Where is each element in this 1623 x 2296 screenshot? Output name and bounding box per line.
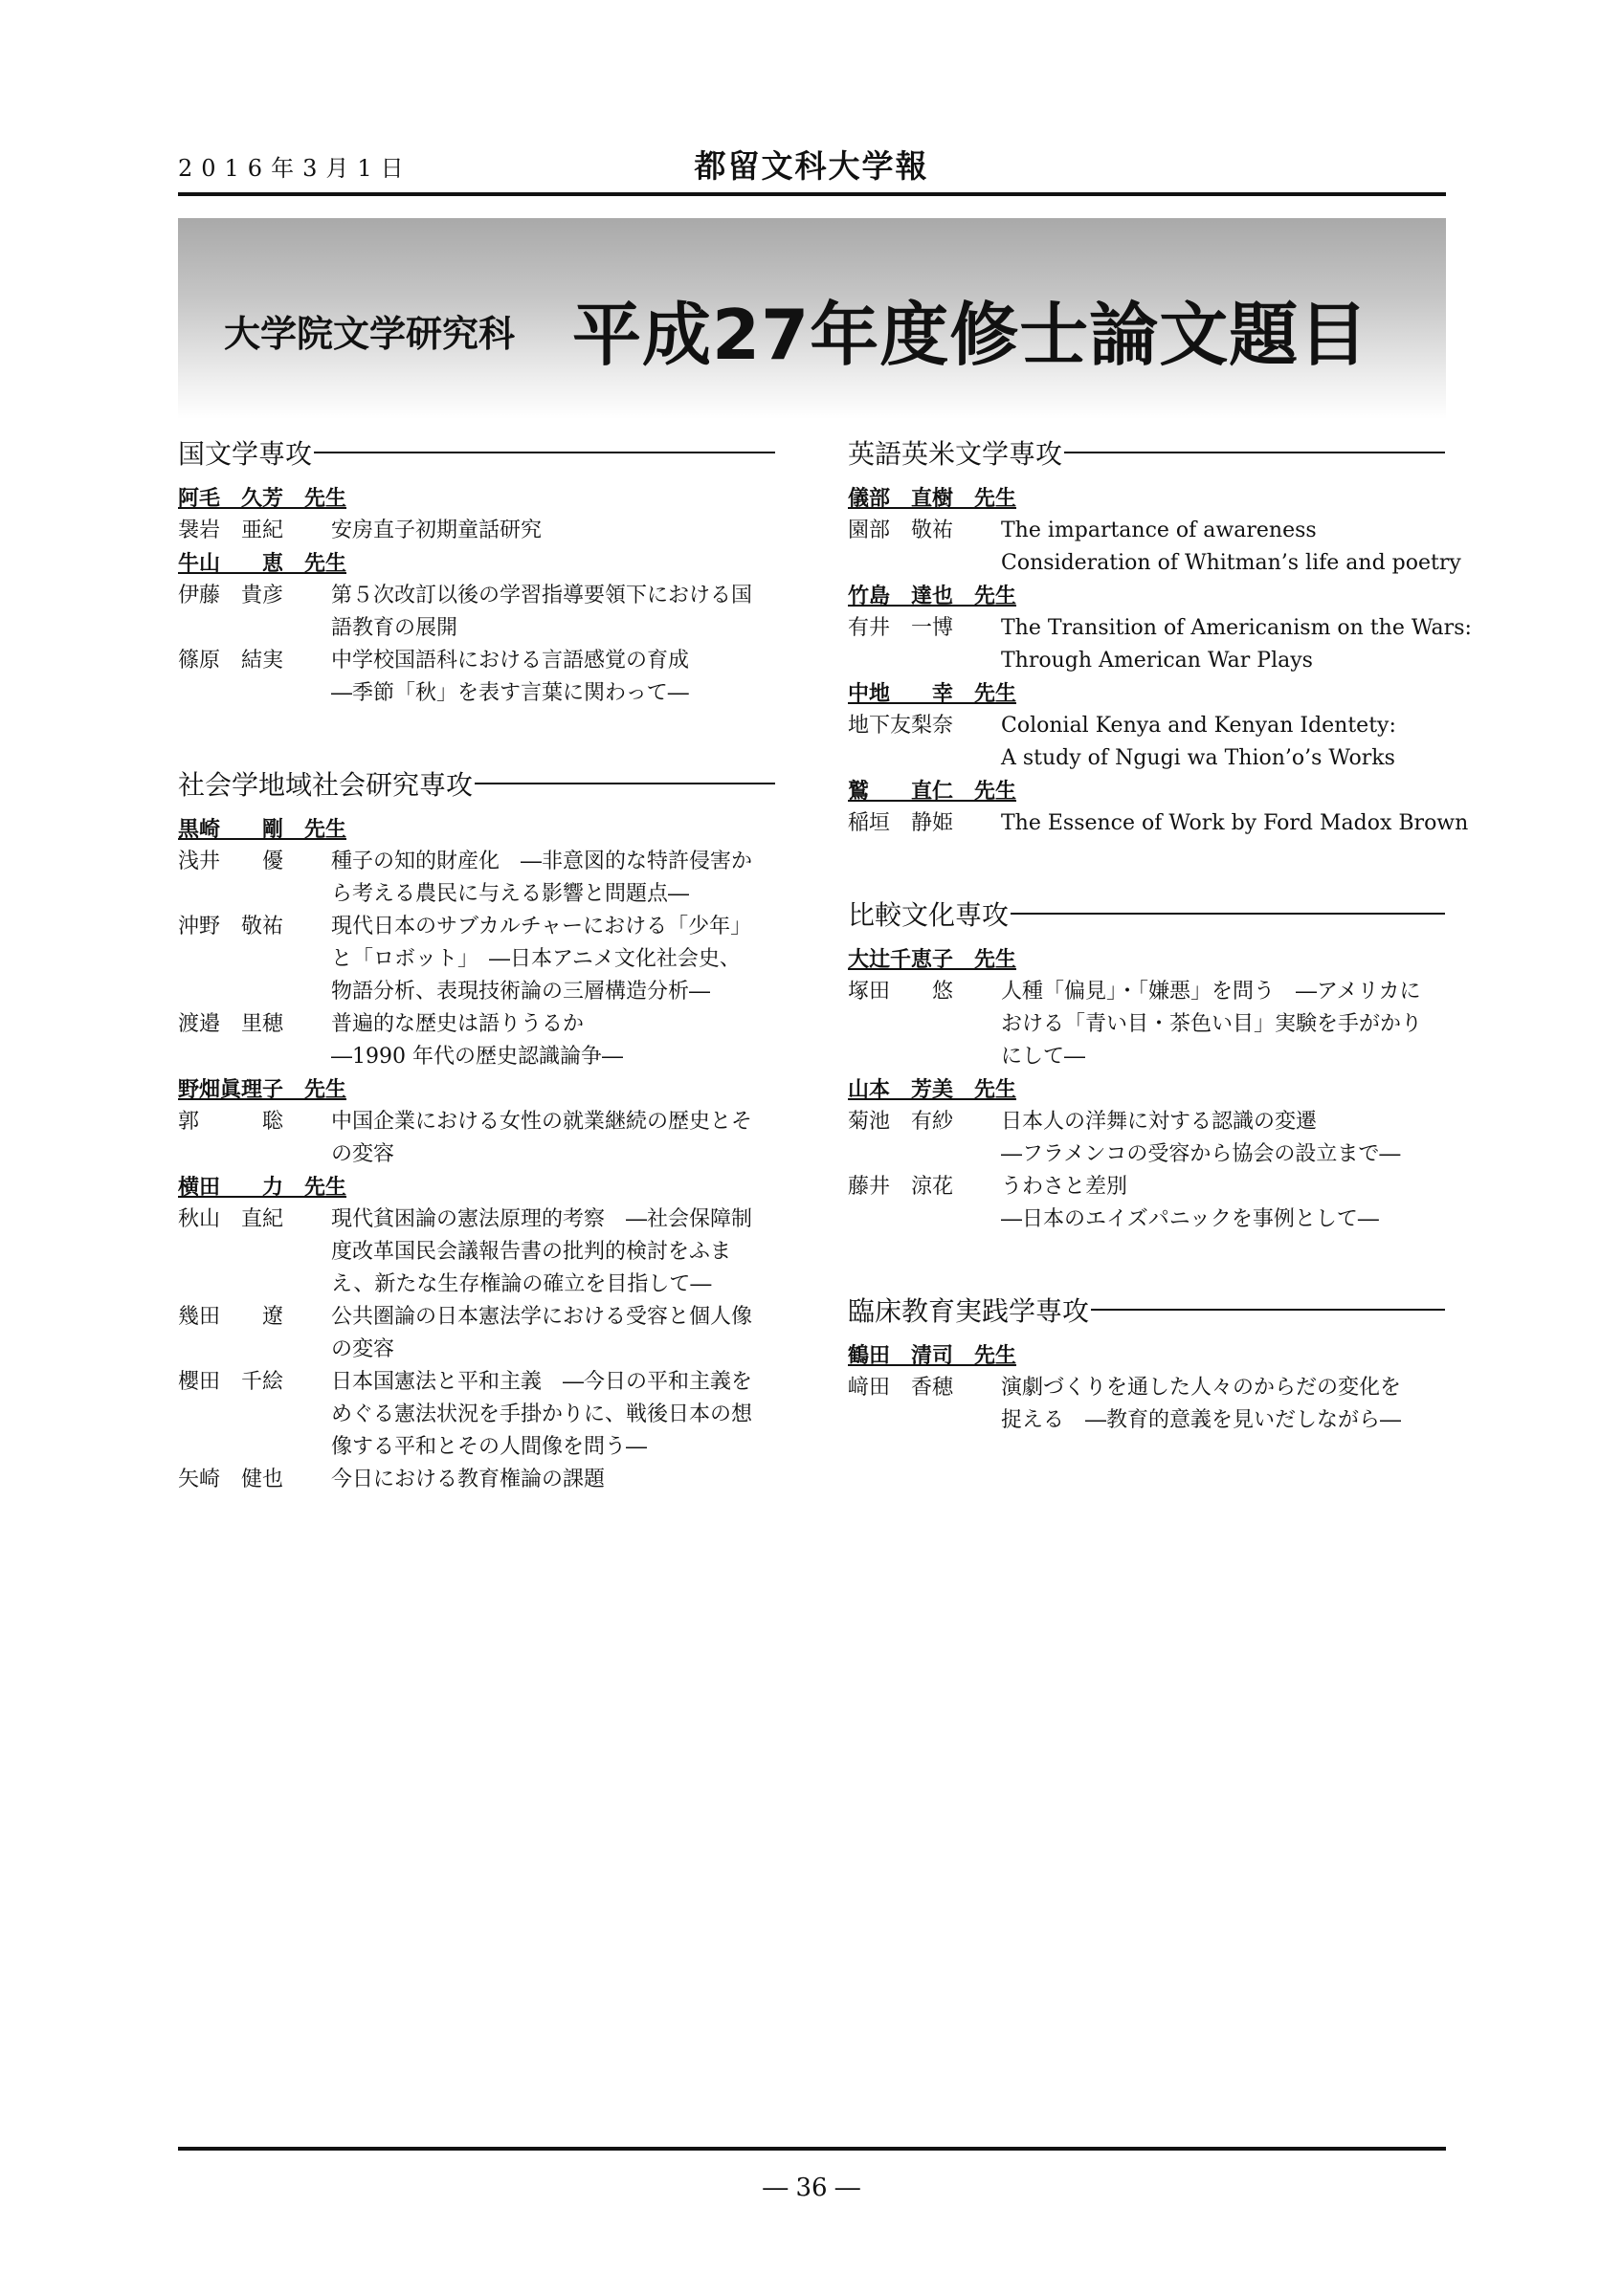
thesis-entry (848, 807, 1469, 840)
thesis-line: と「ロボット」 ―日本アニメ文化社会史、 (331, 947, 741, 971)
section-heading (848, 1290, 1445, 1330)
student-name: 篠原 結実 (178, 649, 284, 673)
student-name: 伊藤 貴彦 (178, 584, 284, 607)
thesis-entry (848, 1372, 1445, 1437)
thesis-title (1001, 515, 1461, 580)
major-section (178, 432, 775, 710)
thesis-title (1001, 612, 1472, 677)
student-name: 浅井 優 (178, 850, 284, 873)
thesis-title (1001, 976, 1445, 1073)
thesis-entry (178, 645, 775, 710)
thesis-entry (178, 515, 775, 547)
thesis-line: 現代貧困論の憲法原理的考察 ―社会保障制 (331, 1207, 753, 1231)
student-name: 有井 一博 (848, 616, 954, 640)
thesis-line: え、新たな生存権論の確立を目指して― (331, 1272, 712, 1296)
page-title: 平成27年度修士論文題目 (572, 295, 1369, 375)
thesis-title (1001, 1171, 1445, 1236)
advisor-label: 野畑眞理子 先生 (178, 1077, 347, 1102)
major-section (848, 1290, 1445, 1437)
section-rule (314, 452, 775, 453)
thesis-line: 中国企業における女性の就業継続の歴史とそ (331, 1110, 753, 1134)
advisor-name (848, 775, 1445, 807)
thesis-title (331, 846, 775, 911)
thesis-entry (848, 976, 1445, 1073)
thesis-line: めぐる憲法状況を手掛かりに、戦後日本の想 (331, 1402, 753, 1426)
thesis-line: ら考える農民に与える影響と問題点― (331, 882, 690, 906)
student-name: 渡邉 里穂 (178, 1012, 284, 1036)
advisor-name (178, 813, 775, 846)
student-name: 﨑田 香穂 (848, 1376, 954, 1400)
thesis-entry (178, 1366, 775, 1464)
section-heading (848, 432, 1445, 473)
section-rule (1091, 1309, 1445, 1311)
thesis-entry (848, 612, 1472, 677)
thesis-title (1001, 710, 1445, 775)
thesis-line: The impartance of awareness (1001, 519, 1317, 542)
right-column (848, 432, 1472, 1490)
thesis-line: 安房直子初期童話研究 (331, 519, 543, 542)
section-heading (848, 894, 1445, 934)
major-section (178, 763, 775, 1496)
advisor-name (178, 547, 775, 580)
section-title: 英語英米文学専攻 (848, 438, 1063, 470)
advisor-label: 鷲 直仁 先生 (848, 779, 1017, 804)
thesis-entry (178, 846, 775, 911)
title-banner (178, 218, 1446, 419)
advisor-name (848, 482, 1445, 515)
thesis-line: 中学校国語科における言語感覚の育成 (331, 649, 690, 673)
thesis-title (331, 515, 775, 547)
student-name: 菊池 有紗 (848, 1110, 954, 1134)
advisor-label: 竹島 達也 先生 (848, 584, 1017, 608)
major-section (848, 432, 1472, 840)
thesis-line: The Essence of Work by Ford Madox Brown (1001, 811, 1469, 835)
student-name: 矢崎 健也 (178, 1468, 284, 1491)
thesis-title (1001, 1106, 1445, 1171)
thesis-title (331, 1106, 775, 1171)
section-title: 比較文化専攻 (848, 899, 1010, 931)
thesis-entry (848, 1106, 1445, 1171)
thesis-line: A study of Ngugi wa Thion’o’s Works (1001, 746, 1395, 770)
thesis-line: の変容 (331, 1337, 395, 1361)
publication-title: 都留文科大学報 (694, 147, 929, 185)
thesis-title (331, 1008, 775, 1073)
section-rule (475, 783, 775, 784)
section-title: 国文学専攻 (178, 438, 313, 470)
advisor-label: 阿毛 久芳 先生 (178, 486, 347, 511)
department-name: 大学院文学研究科 (224, 313, 516, 355)
thesis-entry (178, 1301, 775, 1366)
thesis-line: 第５次改訂以後の学習指導要領下における国 (331, 584, 753, 607)
advisor-label: 中地 幸 先生 (848, 681, 1017, 706)
thesis-line: 日本国憲法と平和主義 ―今日の平和主義を (331, 1370, 753, 1394)
thesis-title (331, 1464, 775, 1496)
thesis-line: Colonial Kenya and Kenyan Identety: (1001, 714, 1396, 738)
student-name: 袰岩 亜紀 (178, 519, 284, 542)
thesis-line: Consideration of Whitman’s life and poetry (1001, 551, 1461, 575)
student-name: 園部 敬祐 (848, 519, 954, 542)
advisor-name (848, 677, 1445, 710)
thesis-entry (848, 1171, 1445, 1236)
advisor-label: 大辻千恵子 先生 (848, 947, 1017, 972)
thesis-entry (848, 515, 1461, 580)
advisor-name (178, 482, 775, 515)
thesis-entry (178, 580, 775, 645)
thesis-entry (178, 911, 775, 1008)
student-name: 塚田 悠 (848, 980, 954, 1004)
student-name: 秋山 直紀 (178, 1207, 284, 1231)
advisor-label: 鶴田 清司 先生 (848, 1343, 1017, 1368)
thesis-line: 人種「偏見」・「嫌悪」を問う ―アメリカに (1001, 980, 1421, 1004)
thesis-line: 普遍的な歴史は語りうるか (331, 1012, 585, 1036)
thesis-line: 語教育の展開 (331, 616, 458, 640)
thesis-title (331, 580, 775, 645)
thesis-entry (848, 710, 1445, 775)
thesis-line: 捉える ―教育的意義を見いだしながら― (1001, 1408, 1402, 1432)
thesis-line: おける「青い目・茶色い目」実験を手がかり (1001, 1012, 1423, 1036)
advisor-name (178, 1073, 775, 1106)
thesis-line: 種子の知的財産化 ―非意図的な特許侵害か (331, 850, 753, 873)
thesis-line: ―1990 年代の歴史認識論争― (331, 1045, 623, 1069)
student-name: 幾田 遼 (178, 1305, 284, 1329)
advisor-name (848, 943, 1445, 976)
student-name: 地下友梨奈 (848, 714, 954, 738)
thesis-line: 今日における教育権論の課題 (331, 1468, 606, 1491)
section-rule (1064, 452, 1445, 453)
advisor-name (848, 580, 1445, 612)
thesis-title (331, 1366, 775, 1464)
thesis-line: 演劇づくりを通した人々のからだの変化を (1001, 1376, 1402, 1400)
thesis-entry (178, 1106, 775, 1171)
student-name: 稲垣 静姫 (848, 811, 954, 835)
advisor-name (178, 1171, 775, 1203)
thesis-entry (178, 1008, 775, 1073)
issue-date: 2016年3月1日 (178, 155, 412, 182)
thesis-line: の変容 (331, 1142, 395, 1166)
thesis-line: 現代日本のサブカルチャーにおける「少年」 (331, 915, 752, 938)
thesis-title (331, 911, 775, 1008)
section-rule (1011, 913, 1445, 915)
student-name: 櫻田 千絵 (178, 1370, 284, 1394)
thesis-title (1001, 807, 1468, 840)
student-name: 郭 聡 (178, 1110, 284, 1134)
thesis-line: にして― (1001, 1045, 1086, 1069)
thesis-line: 日本人の洋舞に対する認識の変遷 (1001, 1110, 1318, 1134)
thesis-line: 公共圏論の日本憲法学における受容と個人像 (331, 1305, 753, 1329)
thesis-line: Through American War Plays (1001, 649, 1313, 673)
thesis-title (331, 645, 775, 710)
advisor-label: 山本 芳美 先生 (848, 1077, 1017, 1102)
thesis-line: ―季節「秋」を表す言葉に関わって― (331, 681, 689, 705)
student-name: 沖野 敬祐 (178, 915, 284, 938)
thesis-line: 像する平和とその人間像を問う― (331, 1435, 648, 1459)
footer-rule (178, 2147, 1446, 2151)
thesis-title (331, 1203, 775, 1301)
section-heading (178, 763, 775, 804)
advisor-name (848, 1073, 1445, 1106)
page-number: ― 36 ― (763, 2174, 860, 2202)
header-rule (178, 192, 1446, 196)
thesis-line: The Transition of Americanism on the Wars: (1001, 616, 1472, 640)
thesis-entry (178, 1203, 775, 1301)
thesis-line: ―フラメンコの受容から協会の設立まで― (1001, 1142, 1401, 1166)
advisor-label: 黒崎 剛 先生 (178, 817, 347, 842)
section-title: 社会学地域社会研究専攻 (178, 769, 474, 801)
advisor-label: 横田 力 先生 (178, 1175, 347, 1200)
advisor-label: 儀部 直樹 先生 (848, 486, 1017, 511)
thesis-line: うわさと差別 (1001, 1175, 1128, 1199)
section-heading (178, 432, 775, 473)
student-name: 藤井 涼花 (848, 1175, 954, 1199)
thesis-title (331, 1301, 775, 1366)
thesis-line: 度改革国民会議報告書の批判的検討をふま (331, 1240, 732, 1264)
thesis-line: ―日本のエイズパニックを事例として― (1001, 1207, 1379, 1231)
left-column (178, 432, 775, 1550)
thesis-line: 物語分析、表現技術論の三層構造分析― (331, 980, 711, 1004)
advisor-label: 牛山 恵 先生 (178, 551, 347, 576)
advisor-name (848, 1339, 1445, 1372)
major-section (848, 894, 1445, 1236)
section-title: 臨床教育実践学専攻 (848, 1295, 1090, 1327)
thesis-title (1001, 1372, 1445, 1437)
thesis-entry (178, 1464, 775, 1496)
